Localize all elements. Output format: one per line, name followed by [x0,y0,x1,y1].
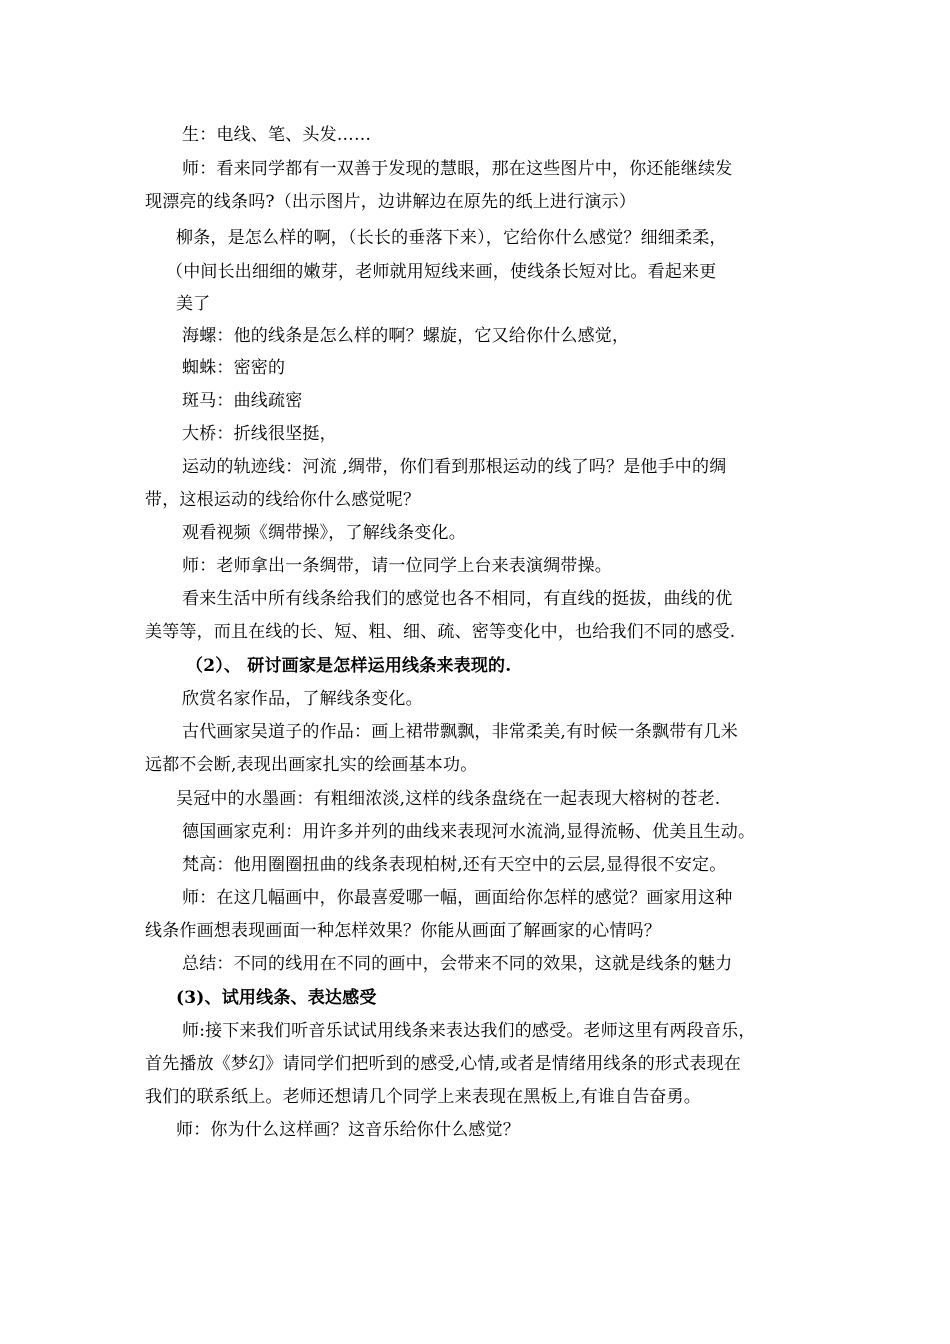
text-line: 生：电线、笔、头发…… [182,125,372,145]
text-line: 欣赏名家作品，了解线条变化。 [182,689,423,709]
text-line: 柳条，是怎么样的啊，（长长的垂落下来），它给你什么感觉？细细柔柔， [176,228,727,248]
text-line: 美了 [176,294,211,314]
text-line: 德国画家克利：用许多并列的曲线来表现河水流淌,显得流畅、优美且生动。 [182,822,756,842]
section-heading: (3)、试用线条、表达感受 [176,988,377,1008]
text-line: 我们的联系纸上。老师还想请几个同学上来表现在黑板上,有谁自告奋勇。 [145,1087,702,1107]
section-heading: （2）、 研讨画家是怎样运用线条来表现的. [186,656,512,676]
text-line: 运动的轨迹线：河流 ,绸带，你们看到那根运动的线了吗？是他手中的绸 [182,457,727,477]
text-line: 吴冠中的水墨画：有粗细浓淡,这样的线条盘绕在一起表现大榕树的苍老. [176,789,721,809]
text-line: 首先播放《梦幻》请同学们把听到的感受,心情,或者是情绪用线条的形式表现在 [145,1054,742,1074]
text-line: 观看视频《绸带操》，了解线条变化。 [182,523,466,543]
text-line: 师：你为什么这样画？这音乐给你什么感觉？ [176,1120,520,1140]
text-line: 师：老师拿出一条绸带，请一位同学上台来表演绸带操。 [182,556,612,576]
text-line: 海螺：他的线条是怎么样的啊？螺旋，它又给你什么感觉， [182,326,630,346]
text-line: 师：在这几幅画中，你最喜爱哪一幅，画面给你怎样的感觉？画家用这种 [182,888,733,908]
text-line: 美等等，而且在线的长、短、粗、细、疏、密等变化中，也给我们不同的感受. [145,622,736,642]
text-line: （中间长出细细的嫩芽，老师就用短线来画，使线条长短对比。看起来更 [166,262,717,282]
text-line: 大桥：折线很坚挺， [182,424,337,444]
text-line: 线条作画想表现画面一种怎样效果？你能从画面了解画家的心情吗？ [145,921,661,941]
text-line: 斑马：曲线疏密 [182,391,303,411]
text-line: 总结：不同的线用在不同的画中，会带来不同的效果，这就是线条的魅力 [182,954,733,974]
text-line: 蜘蛛：密密的 [182,358,286,378]
text-line: 带，这根运动的线给你什么感觉呢？ [145,490,421,510]
text-line: 梵高：他用圈圈扭曲的线条表现柏树,还有天空中的云层,显得很不安定。 [182,855,727,875]
text-line: 师:接下来我们听音乐试试用线条来表达我们的感受。老师这里有两段音乐， [182,1021,756,1041]
text-line: 师：看来同学都有一双善于发现的慧眼，那在这些图片中，你还能继续发 [182,159,733,179]
text-line: 远都不会断,表现出画家扎实的绘画基本功。 [145,755,478,775]
text-line: 现漂亮的线条吗?（出示图片，边讲解边在原先的纸上进行演示） [145,192,636,212]
text-line: 看来生活中所有线条给我们的感觉也各不相同，有直线的挺拔，曲线的优 [182,589,733,609]
text-line: 古代画家吴道子的作品：画上裙带飘飘，非常柔美,有时候一条飘带有几米 [182,722,739,742]
